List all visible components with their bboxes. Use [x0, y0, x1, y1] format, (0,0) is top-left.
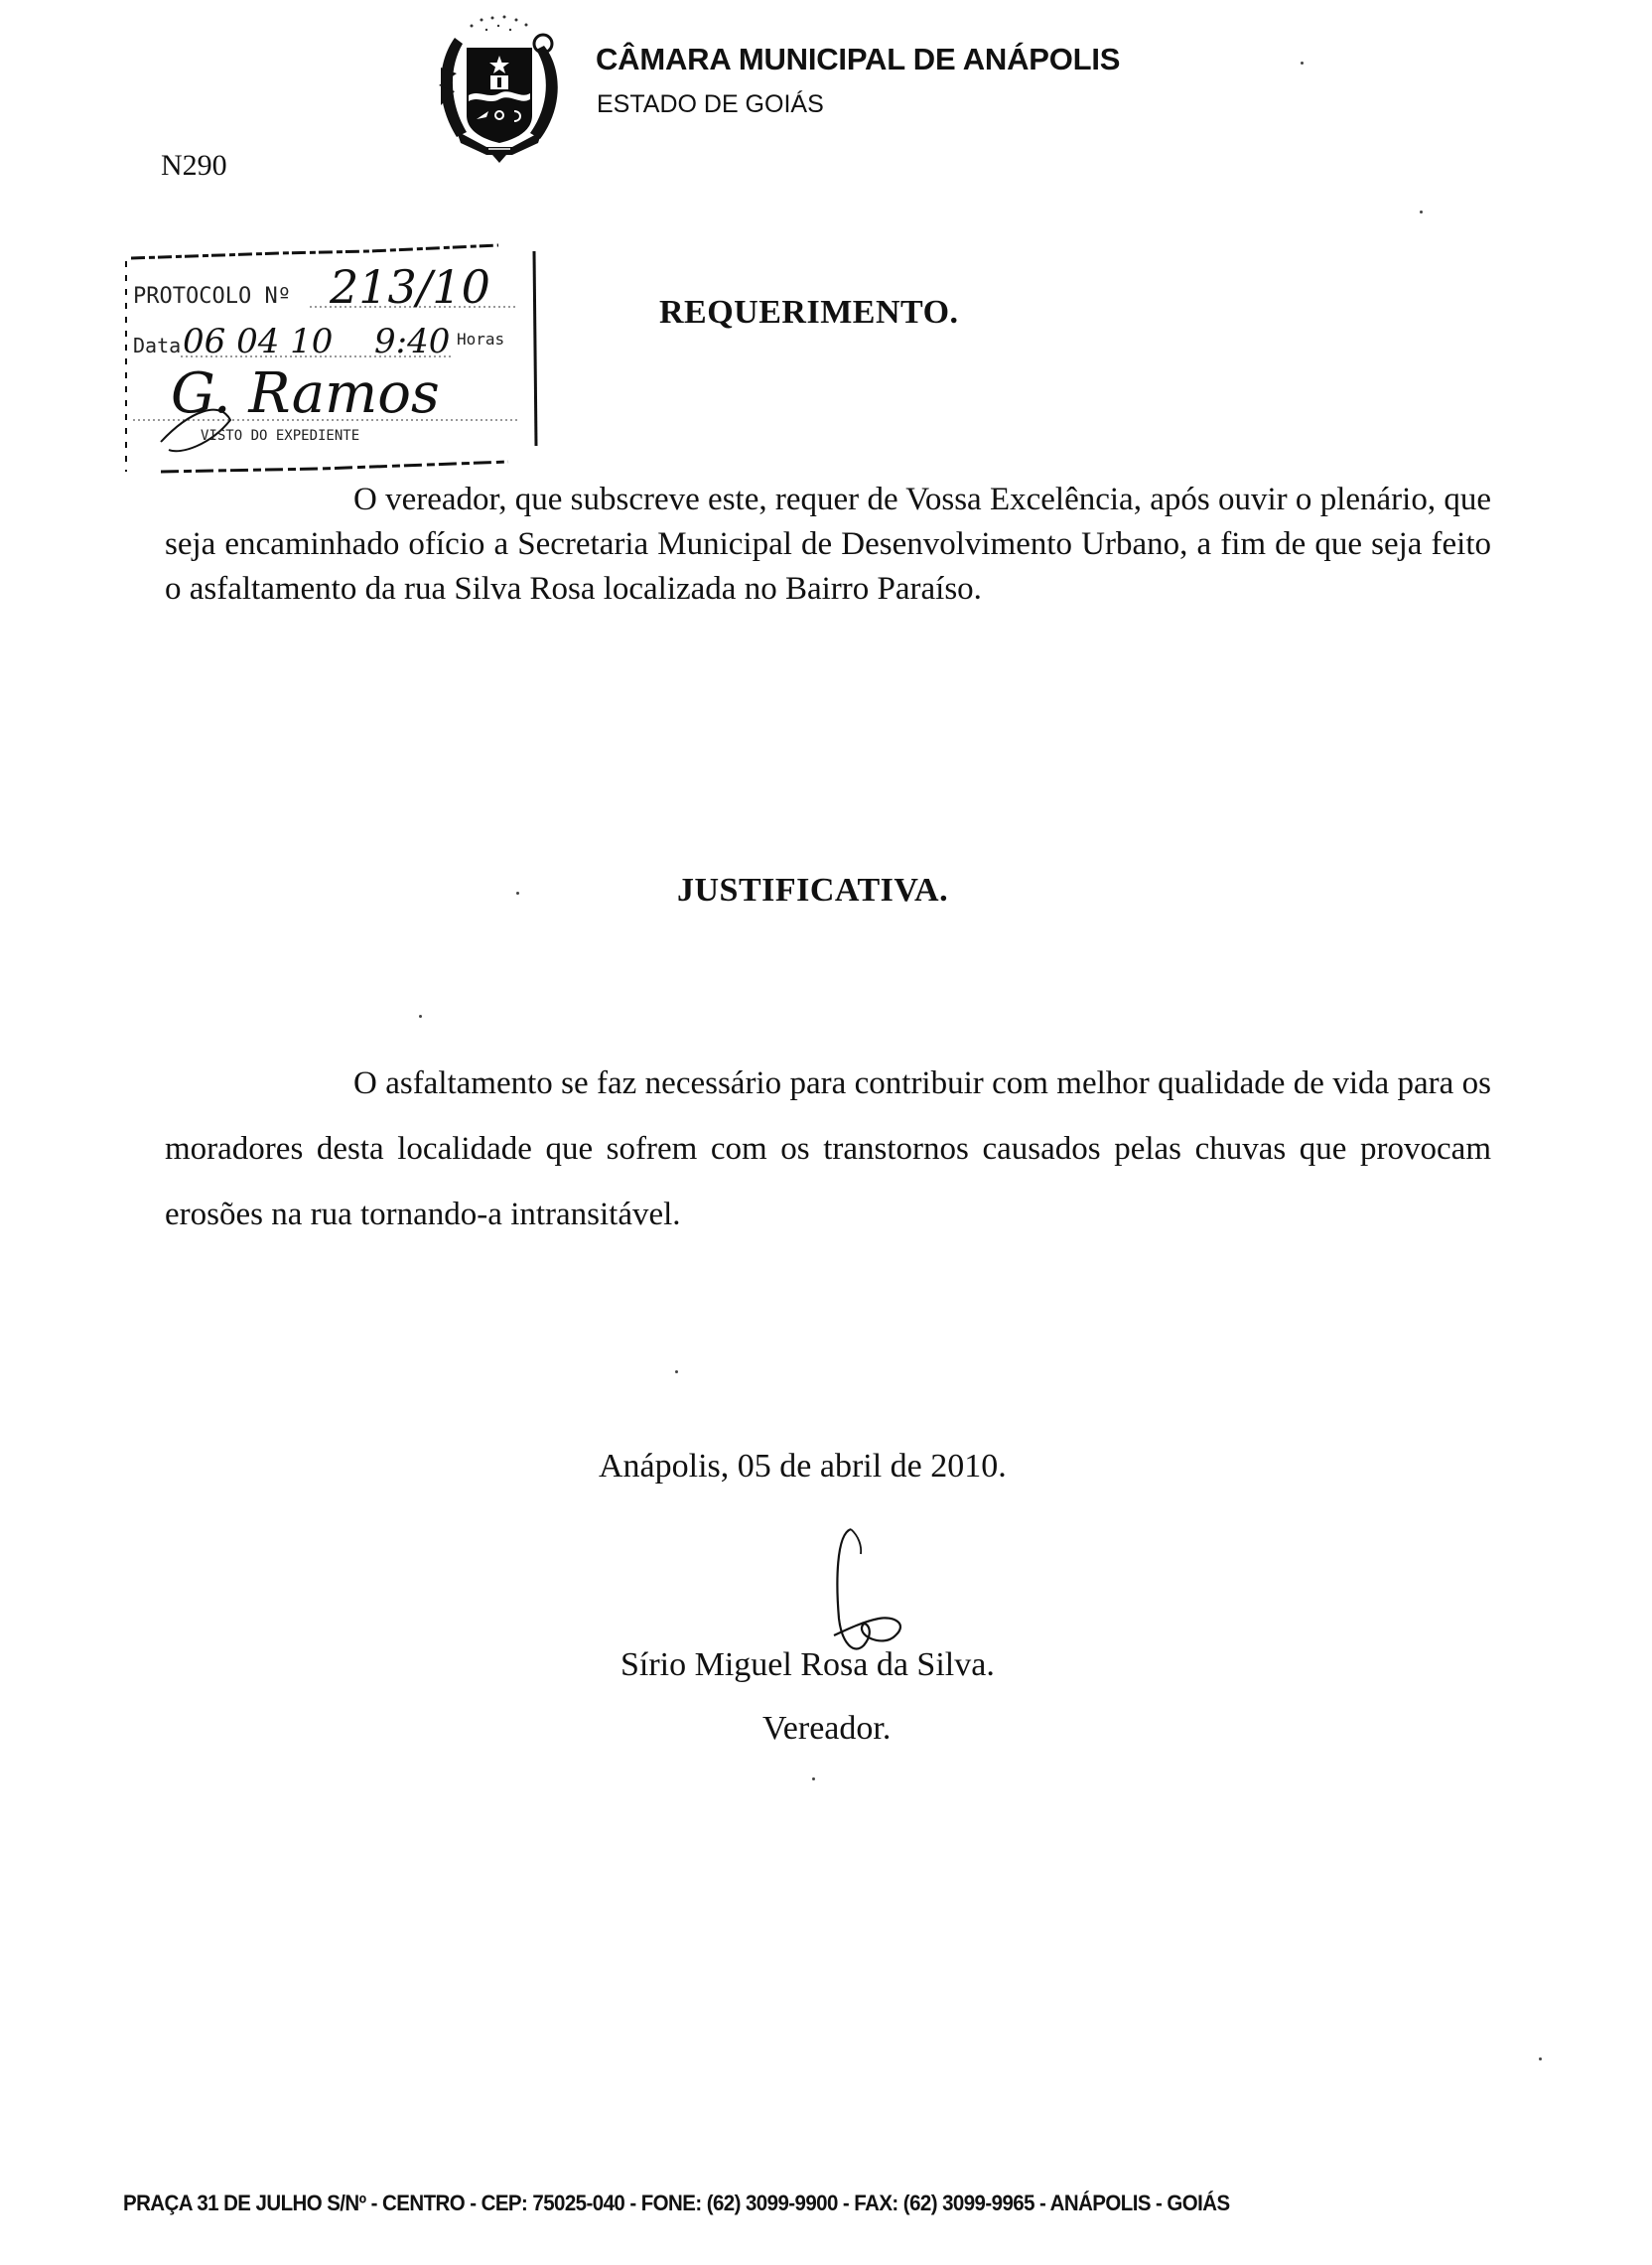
receiver-signature: G. Ramos: [171, 361, 440, 426]
place-date: Anápolis, 05 de abril de 2010.: [599, 1448, 1007, 1485]
scan-speck: [1539, 2057, 1542, 2060]
footer-address: PRAÇA 31 DE JULHO S/Nº - CENTRO - CEP: 75025-040 - FONE: (62) 3099-9900 - FAX: (62) 3099-9965 - ANÁPOLIS - GOIÁS: [123, 2191, 1230, 2215]
request-title: REQUERIMENTO.: [659, 294, 959, 331]
signature-icon: [824, 1524, 953, 1663]
scan-speck: [516, 892, 519, 895]
justification-body-text: O asfaltamento se faz necessário para contribuir com melhor qualidade de vida para os moradores desta localidade que sofrem com os transtornos causados pelas chuvas que provocam erosões na rua tornando-a intransitável.: [165, 1065, 1491, 1232]
justification-body: [165, 1051, 1491, 1247]
scan-speck: [1420, 211, 1423, 213]
signer-name: Sírio Miguel Rosa da Silva.: [620, 1646, 995, 1683]
protocol-number: 213/10: [330, 260, 490, 314]
organization-name: CÂMARA MUNICIPAL DE ANÁPOLIS: [596, 42, 1121, 76]
coat-of-arms-icon: [427, 8, 571, 165]
scan-speck: [419, 1015, 422, 1018]
protocol-time: 9:40: [374, 322, 451, 361]
signature-line-label: VISTO DO EXPEDIENTE: [201, 428, 360, 444]
justification-title: JUSTIFICATIVA.: [677, 872, 949, 909]
organization-state: ESTADO DE GOIÁS: [597, 90, 824, 118]
signer-role: Vereador.: [762, 1710, 892, 1747]
scan-speck: [1301, 62, 1304, 65]
scan-speck: [812, 1777, 815, 1780]
document-code: N290: [161, 149, 227, 182]
protocol-date: 06 04 10: [183, 322, 334, 361]
date-label: Data: [133, 334, 182, 357]
hours-label: Horas: [457, 330, 505, 349]
scan-speck: [675, 1370, 678, 1373]
protocol-stamp: [121, 241, 540, 478]
request-body-text: O vereador, que subscreve este, requer de Vossa Excelência, após ouvir o plenário, que seja encaminhado ofício a Secretaria Municipal de Desenvolvimento Urbano, a fim de que seja feito o asfaltamento da rua Silva Rosa localizada no Bairro Paraíso.: [165, 482, 1491, 607]
request-body: [165, 478, 1491, 612]
protocol-label: PROTOCOLO Nº: [133, 284, 291, 309]
